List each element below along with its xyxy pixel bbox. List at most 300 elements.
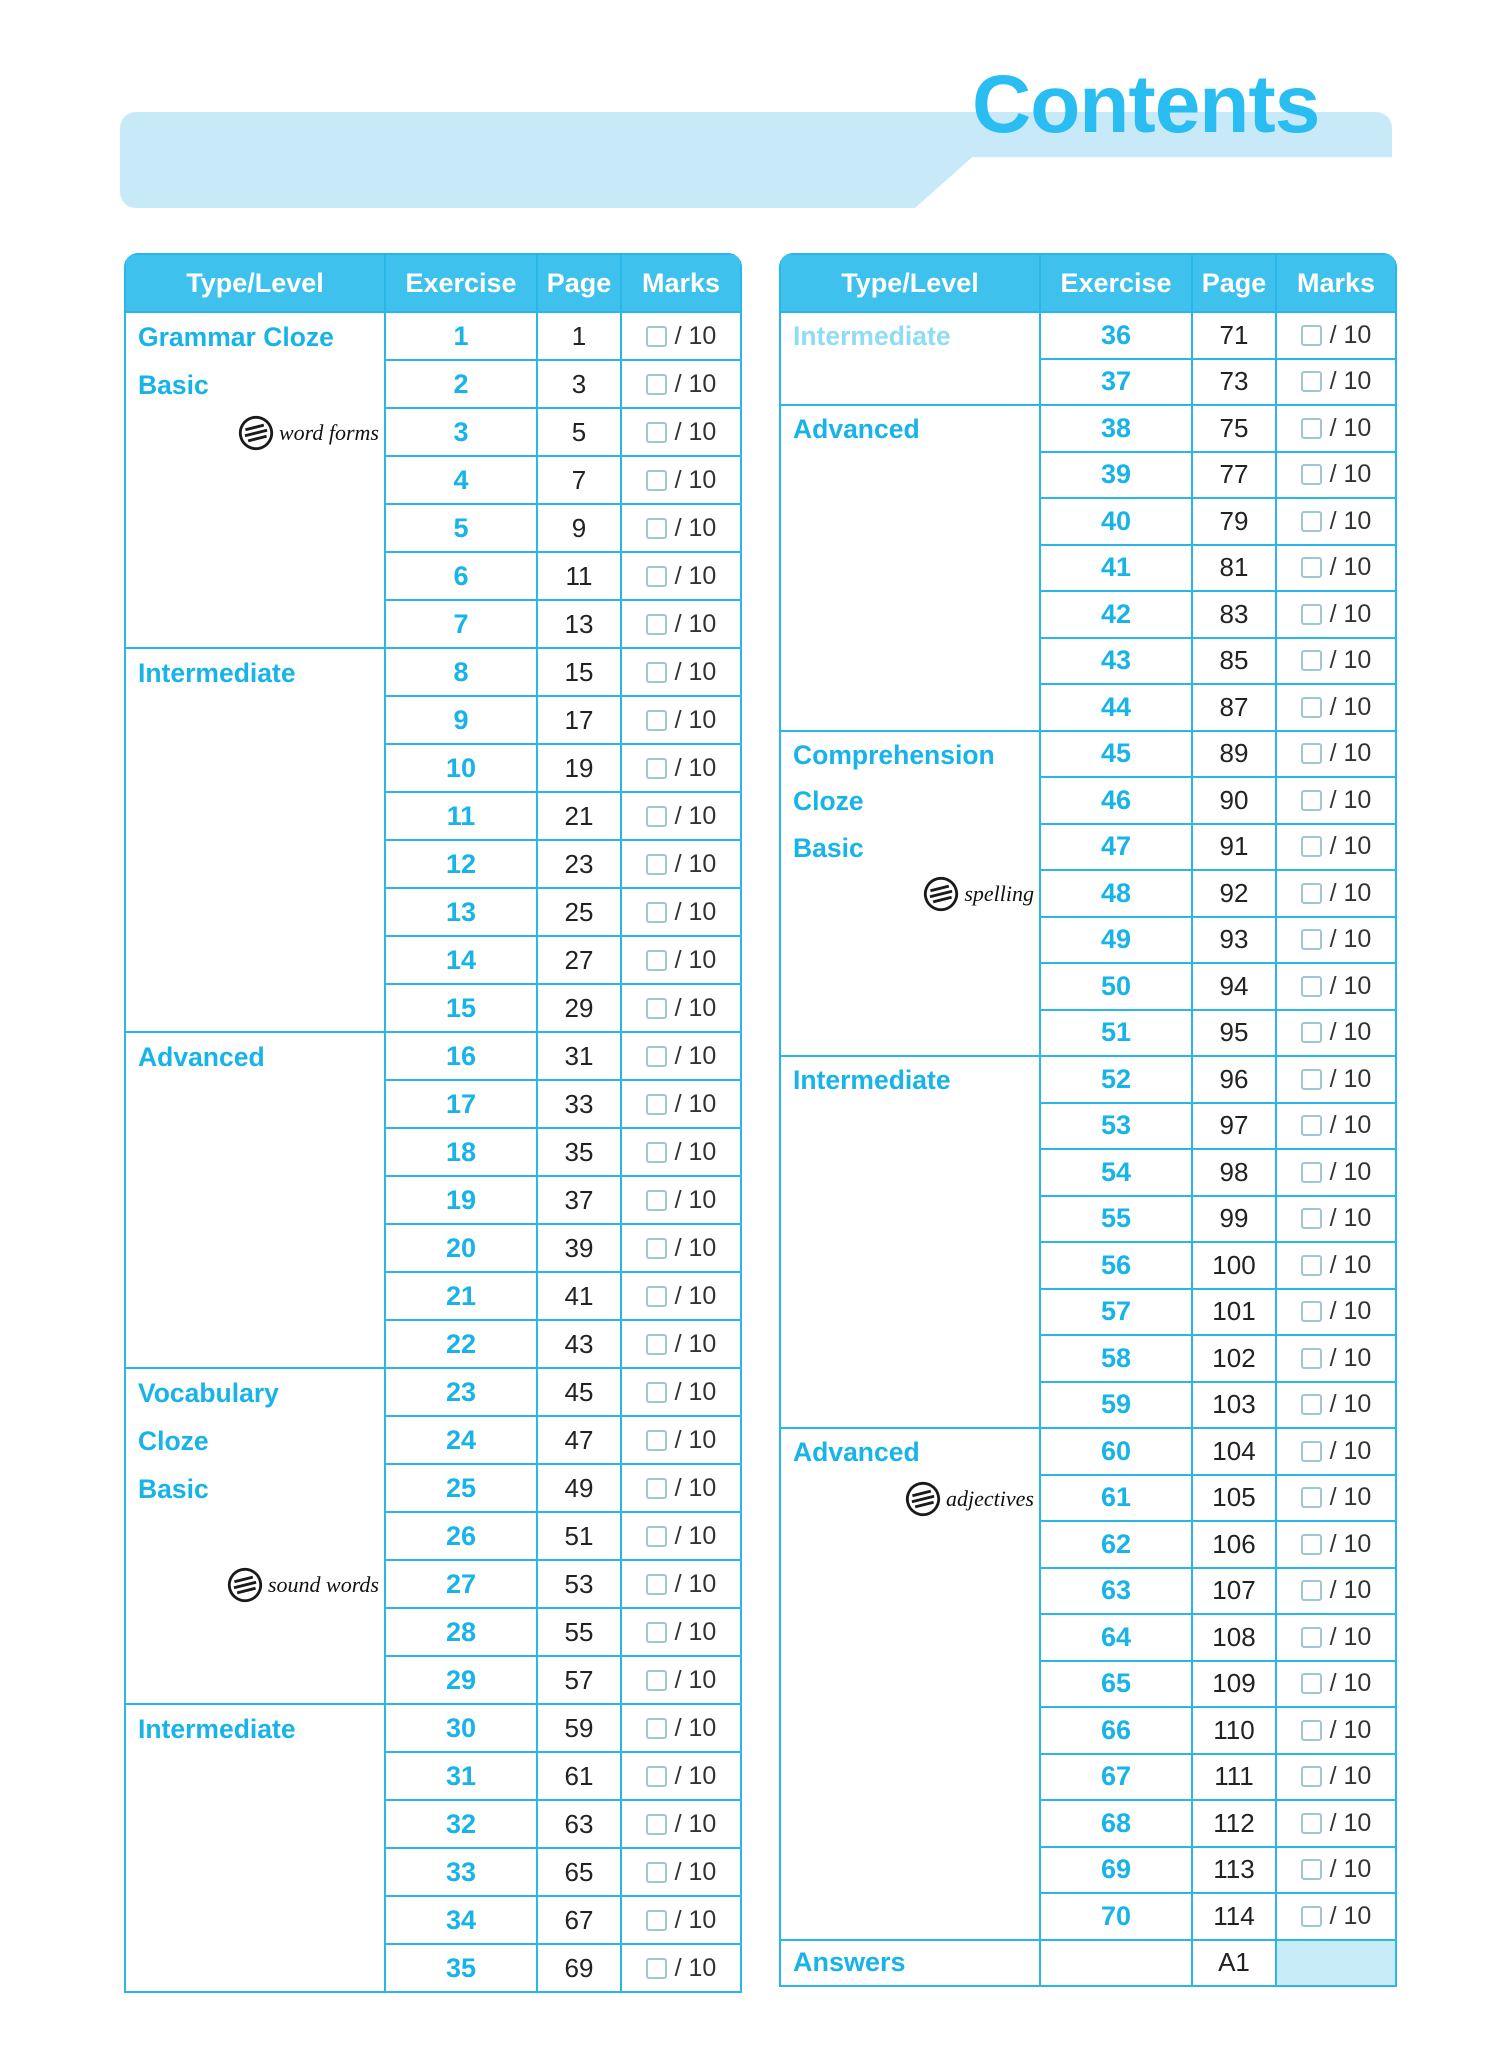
marks-denominator: / 10: [674, 465, 717, 494]
marks-denominator: / 10: [674, 705, 717, 734]
marks-denominator: / 10: [674, 1137, 717, 1166]
marks-checkbox[interactable]: [646, 326, 667, 347]
marks-checkbox[interactable]: [1301, 1441, 1322, 1462]
stamp-icon: [226, 1566, 264, 1604]
exercise-number: 44: [1040, 684, 1192, 731]
marks-checkbox[interactable]: [646, 1814, 667, 1835]
exercise-number: 23: [385, 1368, 537, 1416]
marks-denominator: / 10: [1329, 367, 1372, 396]
page-number: 113: [1192, 1847, 1276, 1894]
stamp-text: sound words: [267, 1572, 379, 1597]
marks-checkbox[interactable]: [1301, 1255, 1322, 1276]
exercise-number: 1: [385, 312, 537, 360]
page-number: 11: [537, 552, 621, 600]
marks-cell: [1276, 1289, 1396, 1336]
section-label: Advanced: [793, 414, 920, 444]
marks-field: [1277, 832, 1395, 861]
marks-denominator: / 10: [1329, 925, 1372, 954]
marks-cell: [621, 1368, 741, 1416]
exercise-number: 9: [385, 696, 537, 744]
page-number: 98: [1192, 1149, 1276, 1196]
marks-checkbox[interactable]: [646, 662, 667, 683]
marks-denominator: / 10: [1329, 1576, 1372, 1605]
marks-checkbox[interactable]: [1301, 650, 1322, 671]
marks-checkbox[interactable]: [1301, 1115, 1322, 1136]
page-number: 111: [1192, 1754, 1276, 1801]
marks-checkbox[interactable]: [646, 1910, 667, 1931]
marks-cell: [1276, 1754, 1396, 1801]
exercise-number: 11: [385, 792, 537, 840]
marks-denominator: / 10: [1329, 832, 1372, 861]
marks-checkbox[interactable]: [1301, 697, 1322, 718]
answers-exercise-cell: [1040, 1940, 1192, 1987]
marks-cell: [621, 1848, 741, 1896]
page-number: 9: [537, 504, 621, 552]
marks-field: [622, 1090, 740, 1119]
exercise-number: 45: [1040, 731, 1192, 778]
exercise-number: 15: [385, 984, 537, 1032]
marks-denominator: / 10: [1329, 1250, 1372, 1279]
page-number: 92: [1192, 870, 1276, 917]
marks-field: [622, 1954, 740, 1983]
marks-cell: [1276, 312, 1396, 359]
marks-field: [1277, 1018, 1395, 1047]
marks-field: [622, 1330, 740, 1359]
marks-field: [622, 562, 740, 591]
marks-field: [1277, 1251, 1395, 1280]
marks-checkbox[interactable]: [646, 1094, 667, 1115]
marks-cell: [1276, 684, 1396, 731]
marks-denominator: / 10: [1329, 1157, 1372, 1186]
marks-checkbox[interactable]: [1301, 1720, 1322, 1741]
table-row: [125, 1032, 741, 1080]
marks-checkbox[interactable]: [646, 1142, 667, 1163]
section-label: Intermediate: [138, 1714, 296, 1744]
marks-denominator: / 10: [674, 1089, 717, 1118]
exercise-number: 52: [1040, 1056, 1192, 1103]
marks-field: [1277, 1390, 1395, 1419]
marks-field: [1277, 646, 1395, 675]
marks-denominator: / 10: [674, 417, 717, 446]
marks-cell: [621, 1752, 741, 1800]
marks-cell: [1276, 638, 1396, 685]
page-number: 41: [537, 1272, 621, 1320]
marks-denominator: / 10: [1329, 1901, 1372, 1930]
marks-denominator: / 10: [1329, 1064, 1372, 1093]
marks-checkbox[interactable]: [646, 902, 667, 923]
marks-denominator: / 10: [674, 1473, 717, 1502]
marks-checkbox[interactable]: [1301, 1534, 1322, 1555]
exercise-number: 63: [1040, 1568, 1192, 1615]
marks-denominator: / 10: [1329, 460, 1372, 489]
section-label: Intermediate: [793, 321, 951, 351]
marks-denominator: / 10: [1329, 1529, 1372, 1558]
exercise-number: 6: [385, 552, 537, 600]
marks-cell: [1276, 405, 1396, 452]
marks-checkbox[interactable]: [646, 614, 667, 635]
page-number: 35: [537, 1128, 621, 1176]
exercise-number: 39: [1040, 452, 1192, 499]
page-number: 97: [1192, 1103, 1276, 1150]
marks-cell: [621, 1272, 741, 1320]
marks-denominator: / 10: [674, 753, 717, 782]
exercise-number: 18: [385, 1128, 537, 1176]
page-number: 100: [1192, 1242, 1276, 1289]
marks-field: [622, 514, 740, 543]
marks-checkbox[interactable]: [646, 1382, 667, 1403]
marks-denominator: / 10: [1329, 1622, 1372, 1651]
marks-denominator: / 10: [674, 801, 717, 830]
marks-checkbox[interactable]: [646, 1046, 667, 1067]
section-type-cell: [125, 1032, 385, 1368]
marks-checkbox[interactable]: [1301, 1022, 1322, 1043]
marks-checkbox[interactable]: [1301, 1394, 1322, 1415]
marks-checkbox[interactable]: [646, 1574, 667, 1595]
marks-cell: [621, 1032, 741, 1080]
marks-field: [622, 322, 740, 351]
page-number: 47: [537, 1416, 621, 1464]
marks-denominator: / 10: [674, 1953, 717, 1982]
marks-checkbox[interactable]: [646, 1670, 667, 1691]
page-number: 61: [537, 1752, 621, 1800]
exercise-number: 35: [385, 1944, 537, 1992]
marks-denominator: / 10: [1329, 739, 1372, 768]
marks-cell: [621, 840, 741, 888]
page-number: 43: [537, 1320, 621, 1368]
marks-denominator: / 10: [1329, 971, 1372, 1000]
exercise-number: 43: [1040, 638, 1192, 685]
marks-denominator: / 10: [674, 1041, 717, 1070]
marks-field: [1277, 693, 1395, 722]
column-header-type-level: Type/Level: [125, 254, 385, 312]
column-header-marks: Marks: [621, 254, 741, 312]
exercise-number: 58: [1040, 1335, 1192, 1382]
marks-cell: [621, 1512, 741, 1560]
marks-checkbox[interactable]: [1301, 836, 1322, 857]
marks-checkbox[interactable]: [1301, 418, 1322, 439]
section-label: Intermediate: [138, 658, 296, 688]
marks-checkbox[interactable]: [1301, 1673, 1322, 1694]
marks-checkbox[interactable]: [646, 518, 667, 539]
section-type-cell: [125, 1704, 385, 1992]
section-label: Grammar Cloze: [138, 322, 334, 352]
page-number: 90: [1192, 777, 1276, 824]
exercise-number: 65: [1040, 1661, 1192, 1708]
table-row: [780, 1428, 1396, 1475]
exercise-number: 59: [1040, 1382, 1192, 1429]
marks-field: [622, 754, 740, 783]
page-number: 91: [1192, 824, 1276, 871]
exercise-number: 12: [385, 840, 537, 888]
marks-cell: [621, 552, 741, 600]
marks-checkbox[interactable]: [646, 1766, 667, 1787]
page-number: 17: [537, 696, 621, 744]
marks-checkbox[interactable]: [1301, 1627, 1322, 1648]
marks-checkbox[interactable]: [646, 1238, 667, 1259]
marks-denominator: / 10: [674, 1665, 717, 1694]
page-number: 114: [1192, 1893, 1276, 1940]
page-number: 37: [537, 1176, 621, 1224]
contents-table-left: [124, 253, 742, 1993]
marks-checkbox[interactable]: [1301, 464, 1322, 485]
table-row: [780, 731, 1396, 778]
page-number: 53: [537, 1560, 621, 1608]
exercise-number: 34: [385, 1896, 537, 1944]
marks-checkbox[interactable]: [1301, 1859, 1322, 1880]
marks-checkbox[interactable]: [646, 1478, 667, 1499]
marks-checkbox[interactable]: [1301, 1069, 1322, 1090]
marks-cell: [621, 1224, 741, 1272]
marks-field: [1277, 1297, 1395, 1326]
marks-field: [622, 1858, 740, 1887]
marks-checkbox[interactable]: [646, 950, 667, 971]
marks-checkbox[interactable]: [1301, 743, 1322, 764]
page-number: 3: [537, 360, 621, 408]
marks-checkbox[interactable]: [1301, 1906, 1322, 1927]
marks-checkbox[interactable]: [1301, 929, 1322, 950]
marks-checkbox[interactable]: [646, 1526, 667, 1547]
page-number: 102: [1192, 1335, 1276, 1382]
marks-field: [622, 1714, 740, 1743]
marks-cell: [621, 504, 741, 552]
marks-checkbox[interactable]: [1301, 604, 1322, 625]
marks-checkbox[interactable]: [646, 1958, 667, 1979]
marks-checkbox[interactable]: [646, 374, 667, 395]
column-header-exercise: Exercise: [1040, 254, 1192, 312]
marks-field: [622, 1522, 740, 1551]
marks-cell: [1276, 963, 1396, 1010]
marks-cell: [1276, 870, 1396, 917]
exercise-number: 67: [1040, 1754, 1192, 1801]
marks-field: [1277, 739, 1395, 768]
exercise-number: 4: [385, 456, 537, 504]
marks-checkbox[interactable]: [1301, 511, 1322, 532]
page-number: 105: [1192, 1475, 1276, 1522]
marks-field: [1277, 1855, 1395, 1884]
table-header-row: [125, 254, 741, 312]
marks-denominator: / 10: [1329, 1390, 1372, 1419]
stamp-text: word forms: [278, 420, 379, 445]
page-number: 73: [1192, 359, 1276, 406]
marks-denominator: / 10: [674, 849, 717, 878]
marks-checkbox[interactable]: [646, 1334, 667, 1355]
exercise-number: 13: [385, 888, 537, 936]
marks-cell: [621, 360, 741, 408]
marks-field: [622, 1186, 740, 1215]
page-number: 29: [537, 984, 621, 1032]
marks-denominator: / 10: [1329, 1669, 1372, 1698]
marks-field: [622, 1378, 740, 1407]
marks-checkbox[interactable]: [646, 758, 667, 779]
table-header-row: [780, 254, 1396, 312]
marks-checkbox[interactable]: [1301, 1208, 1322, 1229]
marks-field: [1277, 600, 1395, 629]
page-number: 108: [1192, 1614, 1276, 1661]
marks-checkbox[interactable]: [1301, 883, 1322, 904]
marks-checkbox[interactable]: [646, 422, 667, 443]
marks-checkbox[interactable]: [646, 1430, 667, 1451]
exercise-number: 37: [1040, 359, 1192, 406]
exercise-number: 54: [1040, 1149, 1192, 1196]
answers-marks-cell: [1276, 1940, 1396, 1987]
marks-field: [1277, 367, 1395, 396]
column-header-page: Page: [1192, 254, 1276, 312]
marks-checkbox[interactable]: [1301, 1813, 1322, 1834]
marks-cell: [621, 456, 741, 504]
exercise-number: 42: [1040, 591, 1192, 638]
marks-field: [622, 466, 740, 495]
marks-field: [1277, 1809, 1395, 1838]
page-number: 13: [537, 600, 621, 648]
marks-denominator: / 10: [1329, 1855, 1372, 1884]
marks-field: [1277, 414, 1395, 443]
marks-checkbox[interactable]: [1301, 1766, 1322, 1787]
marks-field: [1277, 1902, 1395, 1931]
contents-table-right-container: [779, 253, 1397, 1987]
marks-field: [622, 418, 740, 447]
marks-checkbox[interactable]: [1301, 325, 1322, 346]
marks-cell: [1276, 1335, 1396, 1382]
marks-checkbox[interactable]: [1301, 976, 1322, 997]
marks-checkbox[interactable]: [646, 1622, 667, 1643]
exercise-number: 16: [385, 1032, 537, 1080]
marks-checkbox[interactable]: [1301, 1580, 1322, 1601]
marks-field: [1277, 786, 1395, 815]
marks-denominator: / 10: [674, 1521, 717, 1550]
table-row: [780, 1056, 1396, 1103]
marks-cell: [1276, 1010, 1396, 1057]
marks-cell: [621, 1320, 741, 1368]
marks-cell: [621, 312, 741, 360]
exercise-number: 31: [385, 1752, 537, 1800]
marks-field: [622, 1234, 740, 1263]
marks-cell: [1276, 1847, 1396, 1894]
marks-cell: [1276, 1661, 1396, 1708]
marks-denominator: / 10: [674, 1425, 717, 1454]
marks-checkbox[interactable]: [646, 1718, 667, 1739]
marks-denominator: / 10: [674, 1761, 717, 1790]
stamp-icon: [922, 875, 960, 913]
page-number: 75: [1192, 405, 1276, 452]
marks-checkbox[interactable]: [1301, 557, 1322, 578]
exercise-number: 68: [1040, 1800, 1192, 1847]
marks-field: [622, 1042, 740, 1071]
page-number: 55: [537, 1608, 621, 1656]
marks-cell: [621, 744, 741, 792]
marks-cell: [621, 696, 741, 744]
marks-cell: [1276, 1707, 1396, 1754]
marks-cell: [1276, 359, 1396, 406]
section-type-cell: [125, 648, 385, 1032]
section-label: Basic: [138, 1474, 209, 1504]
page-number: 71: [1192, 312, 1276, 359]
marks-denominator: / 10: [674, 1857, 717, 1886]
page-number: 15: [537, 648, 621, 696]
marks-checkbox[interactable]: [646, 710, 667, 731]
marks-field: [1277, 1623, 1395, 1652]
marks-checkbox[interactable]: [646, 998, 667, 1019]
marks-field: [622, 946, 740, 975]
page-number: 79: [1192, 498, 1276, 545]
marks-cell: [1276, 1056, 1396, 1103]
page-number: 5: [537, 408, 621, 456]
table-row: [780, 312, 1396, 359]
marks-field: [1277, 1483, 1395, 1512]
answers-page-cell: A1: [1192, 1940, 1276, 1987]
exercise-number: 69: [1040, 1847, 1192, 1894]
table-row: [125, 312, 741, 360]
marks-checkbox[interactable]: [1301, 790, 1322, 811]
exercise-number: 14: [385, 936, 537, 984]
marks-field: [622, 370, 740, 399]
marks-checkbox[interactable]: [646, 854, 667, 875]
marks-checkbox[interactable]: [646, 566, 667, 587]
section-label: Comprehension Cloze: [793, 739, 995, 816]
marks-checkbox[interactable]: [646, 806, 667, 827]
marks-field: [622, 850, 740, 879]
exercise-number: 60: [1040, 1428, 1192, 1475]
exercise-number: 38: [1040, 405, 1192, 452]
stamp: [237, 414, 379, 452]
page-number: 27: [537, 936, 621, 984]
page-number: 25: [537, 888, 621, 936]
marks-cell: [621, 984, 741, 1032]
marks-field: [1277, 1762, 1395, 1791]
marks-denominator: / 10: [674, 1713, 717, 1742]
marks-denominator: / 10: [1329, 1762, 1372, 1791]
section-label: Basic: [138, 370, 209, 400]
exercise-number: 40: [1040, 498, 1192, 545]
marks-checkbox[interactable]: [646, 470, 667, 491]
exercise-number: 27: [385, 1560, 537, 1608]
marks-field: [1277, 925, 1395, 954]
stamp: [904, 1480, 1034, 1518]
marks-denominator: / 10: [1329, 1018, 1372, 1047]
exercise-number: 50: [1040, 963, 1192, 1010]
marks-denominator: / 10: [674, 1905, 717, 1934]
marks-denominator: / 10: [674, 321, 717, 350]
section-type-cell: [125, 1368, 385, 1704]
marks-field: [1277, 879, 1395, 908]
section-type-cell: [125, 312, 385, 648]
marks-field: [622, 1138, 740, 1167]
marks-checkbox[interactable]: [646, 1286, 667, 1307]
page-number: 106: [1192, 1521, 1276, 1568]
marks-checkbox[interactable]: [646, 1190, 667, 1211]
marks-checkbox[interactable]: [1301, 1348, 1322, 1369]
marks-field: [622, 706, 740, 735]
marks-denominator: / 10: [674, 1233, 717, 1262]
marks-checkbox[interactable]: [1301, 1162, 1322, 1183]
marks-denominator: / 10: [1329, 1204, 1372, 1233]
marks-checkbox[interactable]: [646, 1862, 667, 1883]
marks-cell: [621, 1896, 741, 1944]
exercise-number: 57: [1040, 1289, 1192, 1336]
marks-checkbox[interactable]: [1301, 1301, 1322, 1322]
marks-cell: [1276, 1568, 1396, 1615]
marks-field: [1277, 1111, 1395, 1140]
page-number: 93: [1192, 917, 1276, 964]
marks-checkbox[interactable]: [1301, 1487, 1322, 1508]
section-label: Vocabulary Cloze: [138, 1378, 279, 1456]
marks-checkbox[interactable]: [1301, 371, 1322, 392]
marks-field: [1277, 1344, 1395, 1373]
marks-cell: [621, 1944, 741, 1992]
exercise-number: 26: [385, 1512, 537, 1560]
stamp-icon: [904, 1480, 942, 1518]
marks-cell: [1276, 1196, 1396, 1243]
marks-cell: [621, 792, 741, 840]
